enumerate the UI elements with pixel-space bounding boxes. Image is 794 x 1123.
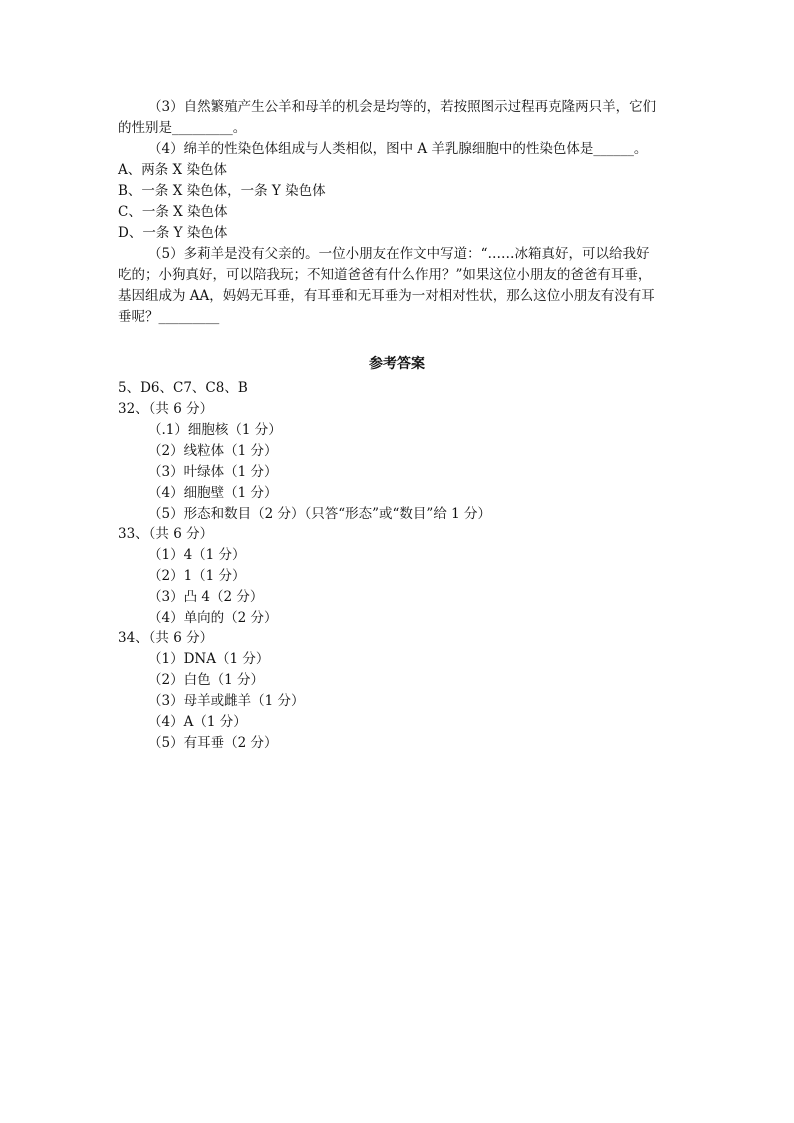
question-3-line-2: 的性别是_________。: [118, 120, 247, 136]
question-5-line-1: （5）多莉羊是没有父亲的。一位小朋友在作文中写道：“……冰箱真好，可以给我好: [148, 246, 650, 262]
q32-header: 32、（共 6 分）: [118, 401, 214, 417]
question-5-line-3: 基因组成为 AA，妈妈无耳垂，有耳垂和无耳垂为一对相对性状，那么这位小朋友有没有耳: [118, 288, 655, 304]
q33-item: （4）单向的（2 分）: [148, 610, 278, 626]
answers-title: 参考答案: [369, 356, 425, 372]
q34-item: （2）白色（1 分）: [148, 672, 264, 688]
q32-item: （.1）细胞核（1 分）: [148, 422, 282, 438]
mc-answers: 5、D6、C7、C8、B: [118, 380, 248, 396]
question-5-line-4: 垂呢？_________: [118, 309, 220, 325]
question-4-stem: （4）绵羊的性染色体组成与人类相似，图中 A 羊乳腺细胞中的性染色体是______。: [148, 141, 648, 157]
option-d: D、一条 Y 染色体: [118, 225, 228, 241]
option-c: C、一条 X 染色体: [118, 204, 228, 220]
q32-item: （2）线粒体（1 分）: [148, 443, 278, 459]
question-3-line-1: （3）自然繁殖产生公羊和母羊的机会是均等的，若按照图示过程再克隆两只羊，它们: [148, 99, 657, 115]
q32-item: （5）形态和数目（2 分）（只答“形态”或“数目”给 1 分）: [148, 506, 491, 522]
question-5-line-2: 吃的；小狗真好，可以陪我玩；不知道爸爸有什么作用？”如果这位小朋友的爸爸有耳垂，: [118, 267, 652, 283]
q32-item: （4）细胞壁（1 分）: [148, 485, 278, 501]
option-a: A、两条 X 染色体: [118, 162, 227, 178]
q33-header: 33、（共 6 分）: [118, 526, 214, 542]
q34-item: （5）有耳垂（2 分）: [148, 735, 278, 751]
q34-item: （1）DNA（1 分）: [148, 651, 270, 667]
q34-header: 34、（共 6 分）: [118, 630, 214, 646]
q33-item: （3）凸 4（2 分）: [148, 589, 264, 605]
q32-item: （3）叶绿体（1 分）: [148, 464, 278, 480]
option-b: B、一条 X 染色体，一条 Y 染色体: [118, 183, 326, 199]
q34-item: （4）A（1 分）: [148, 714, 247, 730]
q33-item: （2）1（1 分）: [148, 568, 246, 584]
q34-item: （3）母羊或雌羊（1 分）: [148, 693, 305, 709]
q33-item: （1）4（1 分）: [148, 547, 246, 563]
